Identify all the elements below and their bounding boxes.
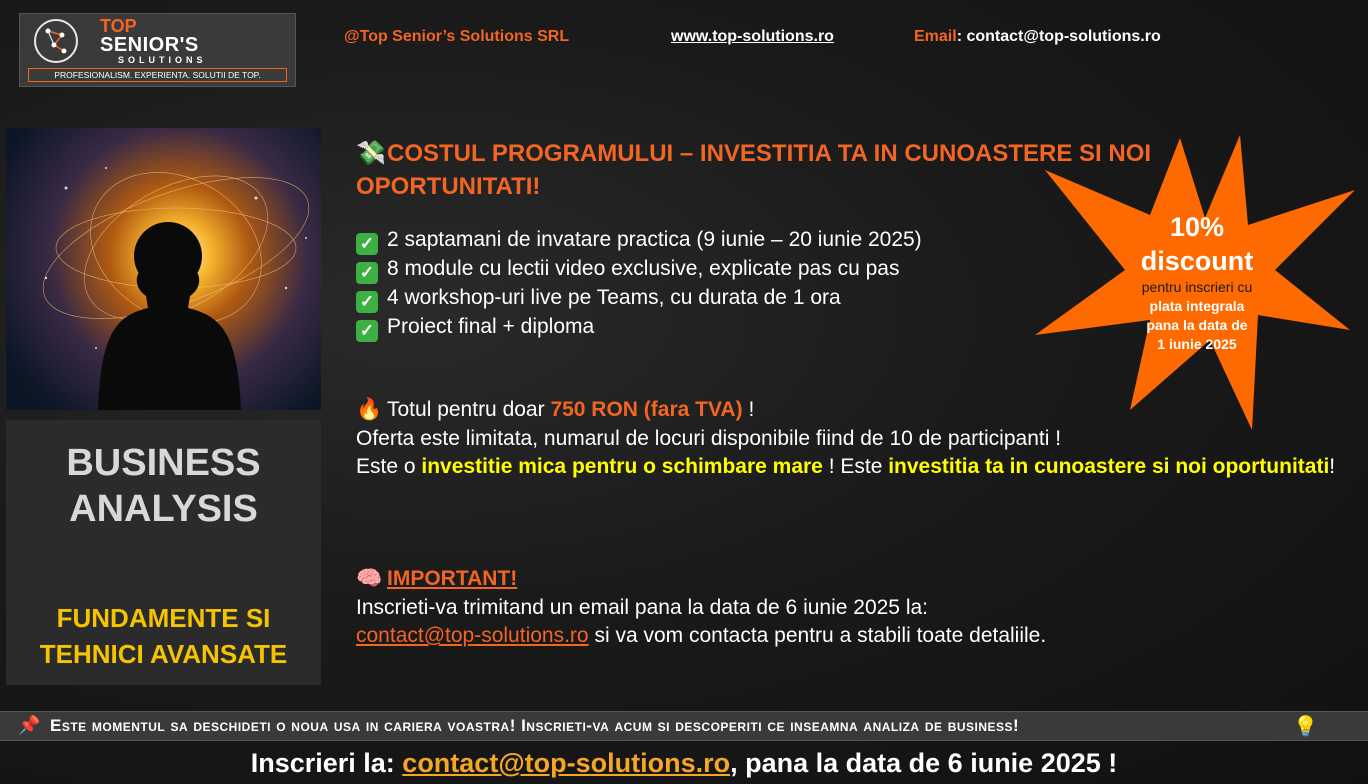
discount-percent: 10% <box>1169 212 1225 242</box>
course-title-box <box>6 420 321 685</box>
price-amount: 750 RON (fara TVA) <box>550 398 743 421</box>
list-item-text: 4 workshop-uri live pe Teams, cu durata de 1 ora <box>387 286 841 309</box>
list-item <box>356 255 922 284</box>
bottom-banner <box>0 711 1368 741</box>
footer-prefix: Inscrieri la: <box>250 748 403 778</box>
discount-line3-text: pana la data de <box>1146 317 1248 333</box>
banner-text: Este momentul sa deschideti o noua usa in cariera voastra! Inscrieti-va acum si descoperiti ce inseamna analiza de business! <box>50 716 1020 735</box>
list-item-text: 2 saptamani de invatare practica (9 iunie – 20 iunie 2025) <box>387 228 922 251</box>
investment-text-c: ! Este <box>822 455 889 478</box>
discount-line2 <box>1112 297 1282 354</box>
hero-image <box>6 128 321 410</box>
footer-suffix: , pana la data de 6 iunie 2025 ! <box>730 748 1118 778</box>
logo-text-senior: SENIOR'S <box>100 34 199 56</box>
course-subtitle-line2: TEHNICI AVANSATE <box>39 639 288 669</box>
header-email[interactable] <box>914 28 1161 46</box>
important-email-link[interactable]: contact@top-solutions.ro <box>356 624 589 647</box>
investment-highlight-2: investitia ta in cunoastere si noi oportunitati <box>888 455 1330 478</box>
price-prefix: Totul pentru doar <box>387 398 551 421</box>
course-subtitle-line1: FUNDAMENTE SI <box>56 603 271 633</box>
price-line <box>356 396 1346 425</box>
discount-word: discount <box>1140 246 1254 276</box>
footer-email-link[interactable]: contact@top-solutions.ro <box>402 748 731 778</box>
investment-text <box>356 453 1346 482</box>
header-company-name: @Top Senior’s Solutions SRL <box>344 28 570 45</box>
header-email-value[interactable]: : contact@top-solutions.ro <box>956 28 1161 45</box>
course-title-line2: ANALYSIS <box>69 488 258 530</box>
course-subtitle <box>6 600 321 672</box>
investment-text-e: ! <box>1329 455 1336 478</box>
course-title-line1: BUSINESS <box>66 442 261 484</box>
list-item <box>356 226 922 255</box>
check-icon: ✓ <box>356 320 378 342</box>
important-section <box>356 565 1046 651</box>
course-title <box>6 440 321 532</box>
important-line2-rest: si va vom contacta pentru a stabili toate detaliile. <box>588 624 1047 647</box>
important-line2 <box>356 622 1046 651</box>
check-icon: ✓ <box>356 262 378 284</box>
important-label: IMPORTANT! <box>387 567 518 590</box>
footer-signup <box>0 744 1368 782</box>
benefits-list <box>356 226 922 342</box>
discount-line2-text: plata integrala <box>1149 298 1245 314</box>
investment-text-a: Este o <box>356 455 422 478</box>
list-item <box>356 284 922 313</box>
check-icon: ✓ <box>356 291 378 313</box>
discount-line4-text: 1 iunie 2025 <box>1157 336 1237 352</box>
list-item-text: Proiect final + diploma <box>387 315 595 338</box>
logo-tagline: PROFESIONALISM. EXPERIENTA. SOLUTII DE TOP. <box>28 68 287 82</box>
cost-heading <box>356 137 1216 203</box>
money-with-wings-icon: 💸 <box>356 140 386 167</box>
discount-text <box>1112 210 1282 354</box>
logo-text-top: TOP <box>100 16 137 36</box>
price-suffix: ! <box>742 398 755 421</box>
company-logo <box>19 13 296 87</box>
important-line1: Inscrieti-va trimitand un email pana la data de 6 iunie 2025 la: <box>356 595 929 619</box>
offer-limit-text: Oferta este limitata, numarul de locuri disponibile fiind de 10 de participanti ! <box>356 426 1062 450</box>
brain-icon: 🧠 <box>356 567 383 590</box>
list-item-text: 8 module cu lectii video exclusive, explicate pas cu pas <box>387 257 900 280</box>
lightbulb-icon: 💡 <box>1293 716 1318 738</box>
logo-text-solutions: SOLUTIONS <box>118 55 207 65</box>
pushpin-icon: 📌 <box>18 715 41 735</box>
discount-line1: pentru inscrieri cu <box>1141 279 1253 295</box>
fire-icon: 🔥 <box>356 398 383 421</box>
header-email-label: Email <box>914 28 957 45</box>
cost-heading-text: COSTUL PROGRAMULUI – INVESTITIA TA IN CUNOASTERE SI NOI OPORTUNITATI! <box>356 140 1152 200</box>
price-section <box>356 396 1346 482</box>
header-website-link[interactable]: www.top-solutions.ro <box>671 28 834 45</box>
investment-highlight-1: investitie mica pentru o schimbare mare <box>421 455 823 478</box>
logo-network-icon <box>34 19 78 63</box>
important-heading <box>356 565 1046 594</box>
list-item <box>356 313 922 342</box>
check-icon: ✓ <box>356 233 378 255</box>
